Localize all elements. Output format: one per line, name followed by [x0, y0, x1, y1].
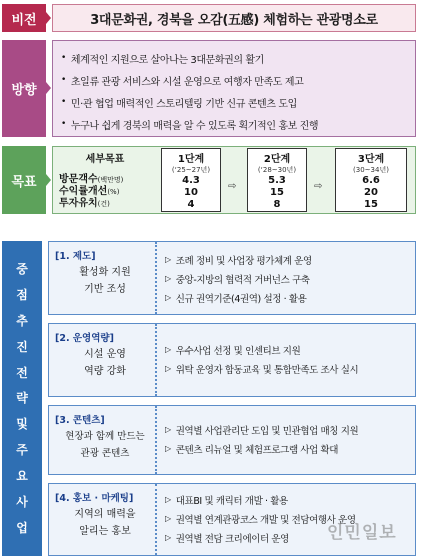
strategy-label-char: 주 — [16, 443, 28, 458]
metric-unit: (백만명) — [97, 176, 124, 184]
strategy-label-char: 및 — [16, 417, 28, 432]
action-item — [165, 420, 415, 439]
strategy-name-line: 역량 강화 — [84, 366, 126, 377]
action-item — [165, 288, 415, 307]
strategy-title — [49, 406, 157, 474]
strategy-row-2 — [48, 323, 416, 397]
action-item — [165, 439, 415, 458]
strategy-label-char: 요 — [16, 469, 28, 484]
strategy-name — [55, 428, 155, 462]
bullet-icon: • — [61, 97, 66, 107]
stage-1-box — [161, 148, 221, 212]
strategy-label-char: 전 — [16, 365, 28, 380]
metric-name: 투자유치 — [59, 198, 98, 209]
stage-range: (30~34년) — [353, 166, 389, 174]
strategy-head: [1. 제도] — [55, 251, 96, 262]
stage-value: 15 — [364, 199, 378, 210]
direction-item-text: 민·관 협업 매력적인 스토리텔링 기반 신규 콘텐츠 도입 — [70, 98, 297, 110]
strategy-name-line: 현장과 함께 만드는 — [65, 431, 145, 442]
direction-label-text: 방향 — [11, 83, 37, 98]
stage-arrow-icon: ⇨ — [314, 181, 323, 192]
metric-visitors — [59, 174, 151, 186]
strategy-name-line: 지역의 매력을 — [74, 509, 136, 520]
strategy-row-3 — [48, 405, 416, 475]
stage-range: (‘25~27년) — [171, 166, 211, 174]
strategy-label — [2, 241, 42, 556]
strategy-actions — [157, 406, 415, 474]
direction-item-text: 누구나 쉽게 경북의 매력을 알 수 있도록 획기적인 홍보 진행 — [70, 120, 319, 132]
metric-unit: (건) — [97, 200, 110, 208]
goal-header: 세부목표 — [85, 154, 125, 165]
stage-value: 4.3 — [182, 175, 200, 186]
metric-name: 방문객수 — [59, 174, 98, 185]
strategy-head: [4. 홍보 · 마케팅] — [55, 493, 134, 504]
stage-3-box — [335, 148, 407, 212]
vision-text: 3대문화권, 경북을 오감(五感) 체험하는 관광명소로 — [90, 12, 378, 28]
strategy-title — [49, 324, 157, 396]
triangle-bullet-icon: ▷ — [165, 495, 171, 504]
triangle-bullet-icon: ▷ — [165, 425, 171, 434]
strategy-name-line: 시설 운영 — [84, 349, 126, 360]
action-text: 콘텐츠 리뉴얼 및 체험프로그램 사업 확대 — [175, 444, 339, 456]
strategy-actions — [157, 324, 415, 396]
strategy-list — [48, 241, 416, 556]
strategy-label-char: 업 — [16, 520, 28, 535]
strategy-name-line: 기반 조성 — [84, 284, 126, 295]
goal-label — [2, 146, 46, 214]
bullet-icon: • — [61, 53, 66, 63]
action-item — [165, 340, 415, 359]
action-text: 권역별 전담 크리에이터 운영 — [175, 533, 289, 545]
stage-title: 3단계 — [357, 154, 385, 165]
direction-item — [61, 113, 409, 135]
stage-2-box — [247, 148, 307, 212]
strategy-name — [55, 264, 155, 298]
strategy-label-char: 략 — [16, 391, 28, 406]
stage-value: 20 — [364, 187, 378, 198]
direction-item-text: 초일류 관광 서비스와 시설 운영으로 여행자 만족도 제고 — [70, 76, 304, 88]
stage-title: 1단계 — [177, 154, 205, 165]
vision-statement — [52, 4, 416, 32]
strategy-title — [49, 242, 157, 314]
triangle-bullet-icon: ▷ — [165, 444, 171, 453]
metric-unit: (%) — [107, 188, 120, 196]
stage-title: 2단계 — [263, 154, 291, 165]
strategy-label-char: 점 — [16, 287, 28, 302]
strategy-name — [55, 506, 155, 540]
triangle-bullet-icon: ▷ — [165, 514, 171, 523]
action-item — [165, 269, 415, 288]
strategy-head: [3. 콘텐츠] — [55, 415, 105, 426]
action-text: 중앙-지방의 협력적 거버넌스 구축 — [175, 274, 310, 286]
triangle-bullet-icon: ▷ — [165, 533, 171, 542]
metric-profit — [59, 186, 151, 198]
direction-label — [2, 40, 46, 137]
watermark: 인민일보 — [327, 523, 397, 543]
vision-label-text: 비전 — [11, 12, 37, 28]
strategy-label-char: 진 — [16, 339, 28, 354]
stage-value: 6.6 — [362, 175, 380, 186]
triangle-bullet-icon: ▷ — [165, 255, 171, 264]
stage-value: 8 — [273, 199, 281, 210]
direction-item — [61, 47, 409, 69]
goal-label-text: 목표 — [11, 174, 37, 190]
vision-label — [2, 4, 46, 32]
action-item — [165, 490, 415, 509]
strategy-actions — [157, 242, 415, 314]
action-text: 권역별 사업관리단 도입 및 민관협업 매칭 지원 — [175, 425, 359, 437]
strategy-label-char: 중 — [16, 261, 28, 276]
bullet-icon: • — [61, 75, 66, 85]
action-text: 권역별 연계관광코스 개발 및 전담여행사 운영 — [175, 514, 356, 526]
stage-value: 10 — [184, 187, 198, 198]
strategy-name-line: 알리는 홍보 — [79, 526, 131, 537]
vision-arrow-tip-icon — [46, 12, 51, 24]
metric-investment — [59, 198, 151, 210]
direction-list — [52, 40, 416, 137]
stage-value: 15 — [270, 187, 284, 198]
action-item — [165, 359, 415, 378]
goal-table — [52, 146, 416, 214]
stage-value: 5.3 — [268, 175, 286, 186]
strategy-row-1 — [48, 241, 416, 315]
strategy-label-char: 사 — [16, 495, 28, 510]
strategy-name-line: 관광 콘텐츠 — [80, 448, 130, 459]
action-text: 조례 정비 및 사업장 평가체계 운영 — [175, 255, 312, 267]
triangle-bullet-icon: ▷ — [165, 293, 171, 302]
strategy-head: [2. 운영역량] — [55, 333, 114, 344]
direction-item-text: 체계적인 지원으로 살아나는 3대문화권의 활기 — [70, 54, 264, 66]
strategy-label-char: 추 — [16, 313, 28, 328]
strategy-name-line: 활성화 지원 — [79, 267, 131, 278]
bullet-icon: • — [61, 119, 66, 129]
action-text: 신규 권역기준(4권역) 설정 · 활용 — [175, 293, 307, 305]
action-text: 우수사업 선정 및 인센티브 지원 — [175, 345, 301, 357]
stage-arrow-icon: ⇨ — [228, 181, 237, 192]
metric-name: 수익률개선 — [59, 186, 108, 197]
goal-metrics-column — [59, 150, 151, 210]
goal-arrow-tip-icon — [46, 174, 51, 186]
triangle-bullet-icon: ▷ — [165, 345, 171, 354]
strategy-name — [55, 346, 155, 380]
direction-item — [61, 69, 409, 91]
stage-value: 4 — [187, 199, 195, 210]
triangle-bullet-icon: ▷ — [165, 274, 171, 283]
action-text: 대표BI 및 캐릭터 개발 · 활용 — [175, 495, 288, 507]
direction-item — [61, 91, 409, 113]
triangle-bullet-icon: ▷ — [165, 364, 171, 373]
strategy-title — [49, 484, 157, 555]
direction-arrow-tip-icon — [46, 82, 51, 94]
stage-range: (‘28~30년) — [257, 166, 297, 174]
action-text: 위탁 운영자 합동교육 및 통합만족도 조사 실시 — [175, 364, 359, 376]
action-item — [165, 250, 415, 269]
